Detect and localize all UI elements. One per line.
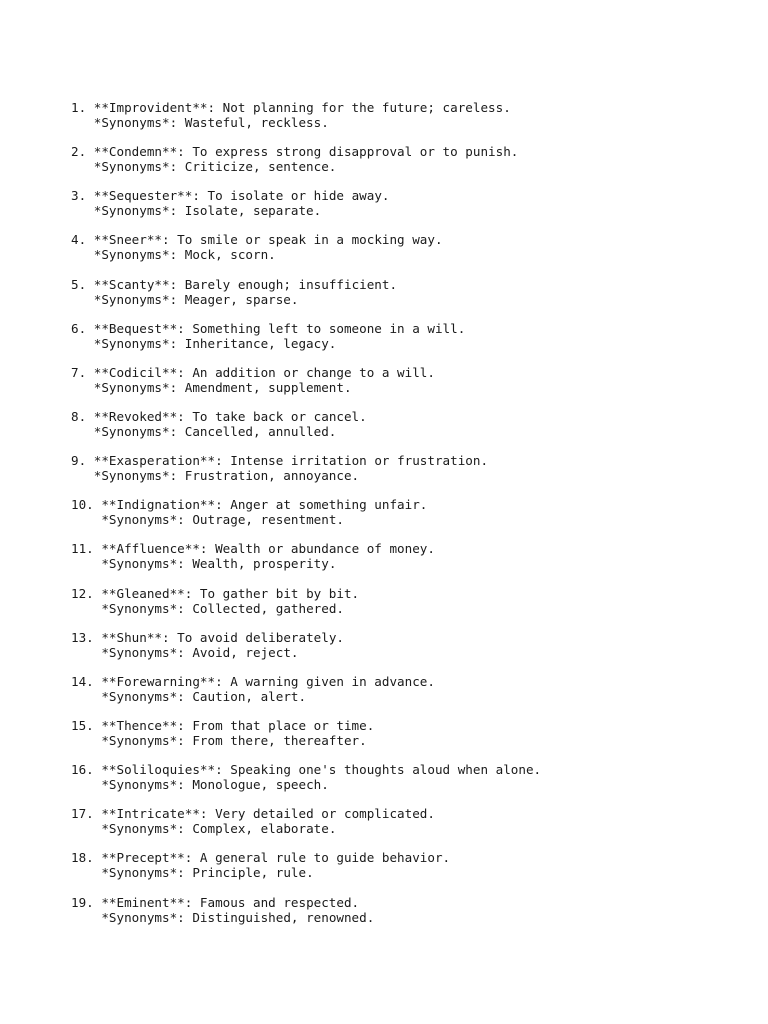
synonyms-indent <box>71 512 101 527</box>
synonyms-text: : Collected, gathered. <box>177 600 344 616</box>
definition-line <box>71 895 751 910</box>
vocabulary-word: **Codicil** <box>93 364 178 380</box>
item-number: 9. <box>71 453 87 469</box>
synonyms-line <box>71 468 751 483</box>
definition-text: : To express strong disapproval or to punish. <box>177 144 519 160</box>
synonyms-label: *Synonyms* <box>101 777 178 793</box>
synonyms-text: : Criticize, sentence. <box>169 159 337 175</box>
synonyms-text: : Frustration, annoyance. <box>169 468 360 484</box>
list-item <box>71 895 751 939</box>
definition-text: : To smile or speak in a mocking way. <box>162 232 443 248</box>
vocabulary-word: **Improvident** <box>93 100 208 115</box>
synonyms-text: : Inheritance, legacy. <box>169 335 337 351</box>
vocabulary-word: **Precept** <box>101 850 185 866</box>
vocabulary-word: **Forewarning** <box>101 673 216 689</box>
synonyms-line <box>71 115 751 130</box>
list-item <box>71 321 751 365</box>
synonyms-indent <box>71 777 101 792</box>
synonyms-indent <box>71 556 101 571</box>
definition-text: : A general rule to guide behavior. <box>184 850 451 866</box>
synonyms-indent <box>71 865 101 880</box>
synonyms-line <box>71 203 751 218</box>
definition-text: : To isolate or hide away. <box>192 188 390 204</box>
vocabulary-word: **Thence** <box>101 717 178 733</box>
definition-text: : Intense irritation or frustration. <box>215 453 489 469</box>
synonyms-text: : Isolate, separate. <box>169 203 322 219</box>
synonyms-indent <box>71 645 101 660</box>
definition-line <box>71 718 751 733</box>
definition-text: : An addition or change to a will. <box>177 364 435 380</box>
synonyms-text: : Monologue, speech. <box>177 777 329 793</box>
synonyms-label: *Synonyms* <box>93 247 170 263</box>
synonyms-indent <box>71 336 94 351</box>
definition-text: : A warning given in advance. <box>215 673 435 689</box>
synonyms-line <box>71 733 751 748</box>
synonyms-label: *Synonyms* <box>101 821 178 837</box>
synonyms-label: *Synonyms* <box>93 203 170 219</box>
vocabulary-word: **Shun** <box>101 629 163 645</box>
synonyms-label: *Synonyms* <box>93 291 170 307</box>
list-item <box>71 277 751 321</box>
vocabulary-word: **Intricate** <box>101 806 200 822</box>
synonyms-line <box>71 292 751 307</box>
synonyms-line <box>71 777 751 792</box>
definition-text: : Not planning for the future; careless. <box>207 100 511 115</box>
synonyms-label: *Synonyms* <box>93 423 170 439</box>
definition-line <box>71 497 751 512</box>
item-number: 7. <box>71 364 87 380</box>
synonyms-text: : Distinguished, renowned. <box>177 909 375 925</box>
synonyms-label: *Synonyms* <box>101 600 178 616</box>
list-item <box>71 232 751 276</box>
definition-line <box>71 806 751 821</box>
synonyms-line <box>71 247 751 262</box>
item-number: 19. <box>71 894 94 910</box>
definition-text: : To gather bit by bit. <box>184 585 360 601</box>
definition-line <box>71 365 751 380</box>
synonyms-label: *Synonyms* <box>101 732 178 748</box>
list-item <box>71 762 751 806</box>
definition-line <box>71 453 751 468</box>
synonyms-indent <box>71 380 94 395</box>
definition-text: : To avoid deliberately. <box>162 629 344 645</box>
synonyms-indent <box>71 601 101 616</box>
list-item <box>71 541 751 585</box>
item-number: 3. <box>71 188 87 204</box>
synonyms-line <box>71 910 751 925</box>
item-number: 12. <box>71 585 94 601</box>
vocabulary-word: **Sequester** <box>93 188 193 204</box>
synonyms-text: : Cancelled, annulled. <box>169 423 337 439</box>
list-item <box>71 718 751 762</box>
synonyms-line <box>71 556 751 571</box>
item-number: 6. <box>71 320 87 336</box>
synonyms-label: *Synonyms* <box>101 644 178 660</box>
synonyms-line <box>71 601 751 616</box>
definition-text: : Speaking one's thoughts aloud when alone. <box>215 762 542 778</box>
vocabulary-word: **Sneer** <box>93 232 163 248</box>
synonyms-line <box>71 380 751 395</box>
synonyms-indent <box>71 424 94 439</box>
synonyms-text: : Wasteful, reckless. <box>169 115 329 130</box>
synonyms-indent <box>71 689 101 704</box>
definition-line <box>71 541 751 556</box>
synonyms-label: *Synonyms* <box>101 688 178 704</box>
synonyms-text: : From there, thereafter. <box>177 732 367 748</box>
definition-text: : Barely enough; insufficient. <box>169 276 398 292</box>
definition-line <box>71 100 751 115</box>
item-number: 13. <box>71 629 94 645</box>
synonyms-label: *Synonyms* <box>93 379 170 395</box>
synonyms-text: : Outrage, resentment. <box>177 512 344 528</box>
definition-text: : To take back or cancel. <box>177 408 367 424</box>
vocabulary-word: **Condemn** <box>93 144 178 160</box>
definition-text: : Very detailed or complicated. <box>199 806 435 822</box>
definition-text: : Something left to someone in a will. <box>177 320 466 336</box>
synonyms-line <box>71 689 751 704</box>
synonyms-line <box>71 645 751 660</box>
synonyms-line <box>71 336 751 351</box>
definition-text: : Anger at something unfair. <box>215 497 428 513</box>
vocabulary-word: **Scanty** <box>93 276 170 292</box>
item-number: 4. <box>71 232 87 248</box>
synonyms-text: : Principle, rule. <box>177 865 314 881</box>
list-item <box>71 806 751 850</box>
synonyms-label: *Synonyms* <box>93 468 170 484</box>
synonyms-label: *Synonyms* <box>93 115 170 130</box>
item-number: 15. <box>71 717 94 733</box>
list-item <box>71 409 751 453</box>
synonyms-indent <box>71 203 94 218</box>
list-item <box>71 850 751 894</box>
definition-line <box>71 321 751 336</box>
definition-line <box>71 144 751 159</box>
synonyms-text: : Caution, alert. <box>177 688 307 704</box>
synonyms-text: : Mock, scorn. <box>169 247 276 263</box>
definition-line <box>71 188 751 203</box>
vocabulary-word: **Exasperation** <box>93 453 216 469</box>
synonyms-text: : Meager, sparse. <box>169 291 299 307</box>
vocabulary-word: **Affluence** <box>101 541 200 557</box>
synonyms-line <box>71 159 751 174</box>
list-item <box>71 630 751 674</box>
definition-line <box>71 674 751 689</box>
synonyms-indent <box>71 247 94 262</box>
item-number: 17. <box>71 806 94 822</box>
vocabulary-word: **Indignation** <box>101 497 216 513</box>
synonyms-line <box>71 424 751 439</box>
synonyms-text: : Complex, elaborate. <box>177 821 337 837</box>
synonyms-label: *Synonyms* <box>101 909 178 925</box>
vocabulary-word: **Gleaned** <box>101 585 185 601</box>
definition-text: : Famous and respected. <box>184 894 360 910</box>
synonyms-indent <box>71 115 94 130</box>
synonyms-line <box>71 865 751 880</box>
list-item <box>71 674 751 718</box>
vocabulary-list <box>71 100 751 939</box>
synonyms-text: : Wealth, prosperity. <box>177 556 337 572</box>
synonyms-indent <box>71 292 94 307</box>
definition-line <box>71 850 751 865</box>
vocabulary-word: **Revoked** <box>93 408 178 424</box>
definition-line <box>71 630 751 645</box>
list-item <box>71 586 751 630</box>
item-number: 5. <box>71 276 87 292</box>
vocabulary-word: **Eminent** <box>101 894 185 910</box>
item-number: 18. <box>71 850 94 866</box>
synonyms-label: *Synonyms* <box>101 512 178 528</box>
definition-line <box>71 277 751 292</box>
synonyms-indent <box>71 910 101 925</box>
vocabulary-word: **Bequest** <box>93 320 178 336</box>
definition-text: : From that place or time. <box>177 717 375 733</box>
definition-line <box>71 409 751 424</box>
synonyms-indent <box>71 733 101 748</box>
list-item <box>71 100 751 144</box>
item-number: 14. <box>71 673 94 689</box>
list-item <box>71 188 751 232</box>
synonyms-text: : Avoid, reject. <box>177 644 299 660</box>
synonyms-label: *Synonyms* <box>93 159 170 175</box>
definition-line <box>71 762 751 777</box>
synonyms-line <box>71 821 751 836</box>
definition-text: : Wealth or abundance of money. <box>199 541 435 557</box>
vocabulary-word: **Soliloquies** <box>101 762 216 778</box>
list-item <box>71 497 751 541</box>
list-item <box>71 144 751 188</box>
item-number: 1. <box>71 100 87 115</box>
definition-line <box>71 586 751 601</box>
synonyms-indent <box>71 159 94 174</box>
item-number: 8. <box>71 408 87 424</box>
definition-line <box>71 232 751 247</box>
synonyms-label: *Synonyms* <box>101 556 178 572</box>
list-item <box>71 365 751 409</box>
synonyms-line <box>71 512 751 527</box>
item-number: 11. <box>71 541 94 557</box>
list-item <box>71 453 751 497</box>
synonyms-label: *Synonyms* <box>93 335 170 351</box>
item-number: 16. <box>71 762 94 778</box>
synonyms-indent <box>71 821 101 836</box>
synonyms-label: *Synonyms* <box>101 865 178 881</box>
synonyms-indent <box>71 468 94 483</box>
item-number: 10. <box>71 497 94 513</box>
synonyms-text: : Amendment, supplement. <box>169 379 352 395</box>
item-number: 2. <box>71 144 87 160</box>
